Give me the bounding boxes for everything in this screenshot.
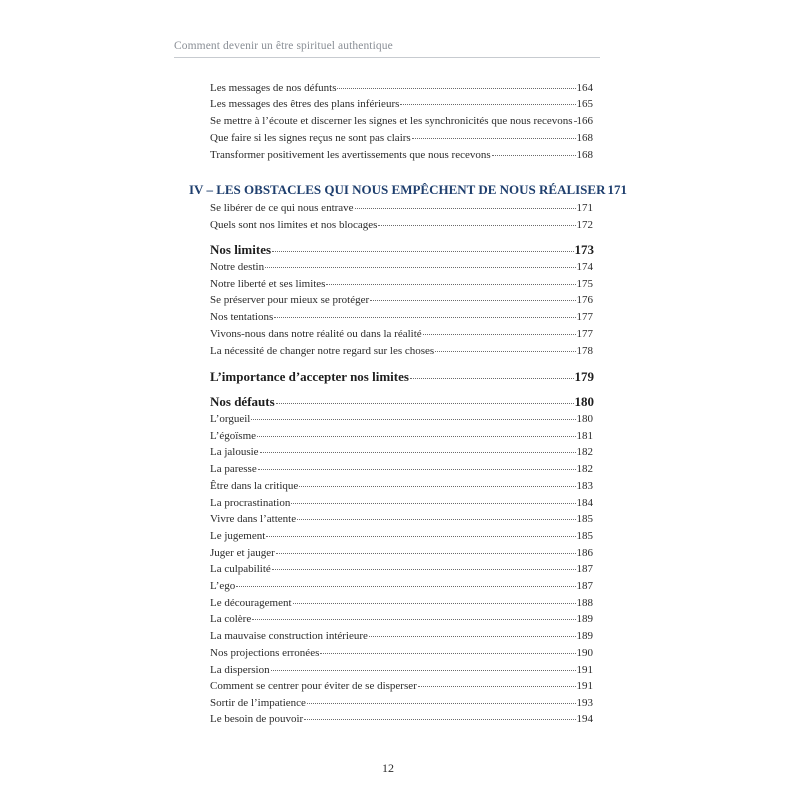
toc-page-number: 181 (576, 430, 593, 442)
toc-title: Se libérer de ce qui nous entrave (210, 202, 354, 214)
toc-page-number: 187 (576, 563, 593, 575)
toc-title: L’orgueil (210, 413, 251, 425)
toc-section (210, 242, 594, 258)
toc-title: Se préserver pour mieux se protéger (210, 294, 370, 306)
toc-title: Notre destin (210, 261, 265, 273)
toc-title: Nos projections erronées (210, 647, 320, 659)
toc-page-number: 190 (576, 647, 593, 659)
toc-item (210, 461, 593, 477)
toc-item (210, 662, 593, 678)
toc-item (210, 545, 593, 561)
toc-title: La dispersion (210, 664, 270, 676)
toc-page-number: 180 (574, 394, 594, 409)
toc-title: Être dans la critique (210, 480, 299, 492)
toc-title: Nos limites (210, 242, 272, 257)
toc-title: Le besoin de pouvoir (210, 713, 304, 725)
dot-leader (236, 586, 575, 587)
dot-leader (276, 403, 574, 404)
page-number: 12 (382, 761, 394, 775)
toc-page-number: 174 (576, 261, 593, 273)
dot-leader (307, 703, 576, 704)
toc-title: L’égoïsme (210, 430, 257, 442)
toc-page-number: 191 (576, 680, 593, 692)
toc-title: Que faire si les signes reçus ne sont pas clairs (210, 132, 411, 144)
running-head: Comment devenir un être spirituel authentique (174, 40, 393, 52)
toc-title: Les messages de nos défunts (210, 82, 337, 94)
toc-page-number: 184 (576, 497, 593, 509)
dot-leader (355, 208, 576, 209)
toc-section (210, 369, 594, 385)
dot-leader (291, 503, 575, 504)
toc-item (210, 611, 593, 627)
toc-item (210, 678, 593, 694)
toc-item (210, 511, 593, 527)
toc-title: Transformer positivement les avertissements que nous recevons (210, 149, 491, 161)
toc-page-number: 165 (576, 98, 593, 110)
dot-leader (304, 719, 575, 720)
dot-leader (272, 251, 573, 252)
dot-leader (326, 284, 575, 285)
toc-item (210, 444, 593, 460)
toc-item (210, 695, 593, 711)
dot-leader (418, 686, 576, 687)
dot-leader (251, 419, 575, 420)
dot-leader (299, 486, 575, 487)
toc-title: Quels sont nos limites et nos blocages (210, 219, 378, 231)
dot-leader (370, 300, 575, 301)
toc-item (210, 645, 593, 661)
toc-item (210, 411, 593, 427)
toc-page-number: 176 (576, 294, 593, 306)
dot-leader (423, 334, 576, 335)
toc-title: Sortir de l’impatience (210, 697, 306, 709)
toc-item (210, 478, 593, 494)
toc-title: Comment se centrer pour éviter de se disperser (210, 680, 417, 692)
toc-page-number: 187 (576, 580, 593, 592)
toc-item (210, 147, 593, 163)
toc-item (210, 113, 593, 129)
dot-leader (297, 519, 575, 520)
toc-title: La mauvaise construction intérieure (210, 630, 368, 642)
toc-title: Notre liberté et ses limites (210, 278, 326, 290)
toc-item (210, 343, 593, 359)
dot-leader (574, 121, 576, 122)
toc-item (210, 528, 593, 544)
toc-page-number: 172 (576, 219, 593, 231)
dot-leader (272, 569, 576, 570)
dot-leader (492, 155, 576, 156)
toc-item (210, 200, 593, 216)
toc-title: IV – LES OBSTACLES QUI NOUS EMPÊCHENT DE NOUS RÉALISER (189, 182, 606, 197)
toc-page-number: 164 (576, 82, 593, 94)
toc-item (210, 80, 593, 96)
toc-item (210, 711, 593, 727)
toc-title: Nos défauts (210, 394, 275, 409)
dot-leader (293, 603, 576, 604)
toc-item (210, 326, 593, 342)
toc-item (210, 495, 593, 511)
toc-item (210, 276, 593, 292)
dot-leader (274, 317, 575, 318)
dot-leader (257, 436, 575, 437)
toc-title: La jalousie (210, 446, 259, 458)
toc-title: Le découragement (210, 597, 292, 609)
toc-title: Nos tentations (210, 311, 274, 323)
dot-leader (265, 267, 575, 268)
toc-page-number: 171 (576, 202, 593, 214)
toc-page-number: 166 (576, 115, 593, 127)
dot-leader (271, 670, 576, 671)
toc-title: La procrastination (210, 497, 291, 509)
toc-title: La paresse (210, 463, 257, 475)
toc-title: L’importance d’accepter nos limites (210, 369, 409, 384)
toc-page-number: 189 (576, 613, 593, 625)
toc-page-number: 171 (607, 182, 627, 197)
dot-leader (378, 225, 575, 226)
toc-item (210, 428, 593, 444)
toc-page-number: 182 (576, 463, 593, 475)
toc-page-number: 173 (574, 242, 594, 257)
toc-item (210, 292, 593, 308)
dot-leader (410, 378, 574, 379)
toc-page-number: 183 (576, 480, 593, 492)
toc-page-number: 191 (576, 664, 593, 676)
toc-title: Vivre dans l’attente (210, 513, 297, 525)
toc-title: Se mettre à l’écoute et discerner les signes et les synchronicités que nous recevons (210, 115, 573, 127)
toc-page-number: 177 (576, 311, 593, 323)
toc-chapter (189, 182, 627, 198)
toc-page-number: 185 (576, 513, 593, 525)
dot-leader (400, 104, 575, 105)
toc-page-number: 175 (576, 278, 593, 290)
toc-section (210, 394, 594, 410)
toc-item (210, 259, 593, 275)
dot-leader (337, 88, 575, 89)
toc-title: Le jugement (210, 530, 266, 542)
toc-page-number: 194 (576, 713, 593, 725)
toc-page-number: 168 (576, 149, 593, 161)
toc-item (210, 628, 593, 644)
toc-item (210, 309, 593, 325)
toc-page-number: 177 (576, 328, 593, 340)
toc-page-number: 189 (576, 630, 593, 642)
toc-title: Juger et jauger (210, 547, 275, 559)
toc-page-number: 186 (576, 547, 593, 559)
dot-leader (266, 536, 575, 537)
toc-title: Les messages des êtres des plans inférieurs (210, 98, 400, 110)
toc-item (210, 130, 593, 146)
toc-page-number: 180 (576, 413, 593, 425)
dot-leader (412, 138, 576, 139)
toc-item (210, 217, 593, 233)
toc-item (210, 561, 593, 577)
toc-item (210, 96, 593, 112)
toc-title: La nécessité de changer notre regard sur les choses (210, 345, 435, 357)
dot-leader (276, 553, 576, 554)
dot-leader (435, 351, 575, 352)
dot-leader (320, 653, 575, 654)
toc-page-number: 179 (574, 369, 594, 384)
toc-title: L’ego (210, 580, 236, 592)
toc-page-number: 188 (576, 597, 593, 609)
toc-page-number: 168 (576, 132, 593, 144)
dot-leader (260, 452, 576, 453)
dot-leader (252, 619, 575, 620)
toc-title: Vivons-nous dans notre réalité ou dans la réalité (210, 328, 422, 340)
toc-title: La culpabilité (210, 563, 271, 575)
toc-page-number: 185 (576, 530, 593, 542)
toc-item (210, 578, 593, 594)
toc-title: La colère (210, 613, 252, 625)
toc-page-number: 182 (576, 446, 593, 458)
toc-item (210, 595, 593, 611)
dot-leader (369, 636, 576, 637)
toc-page-number: 193 (576, 697, 593, 709)
dot-leader (258, 469, 576, 470)
toc-page-number: 178 (576, 345, 593, 357)
